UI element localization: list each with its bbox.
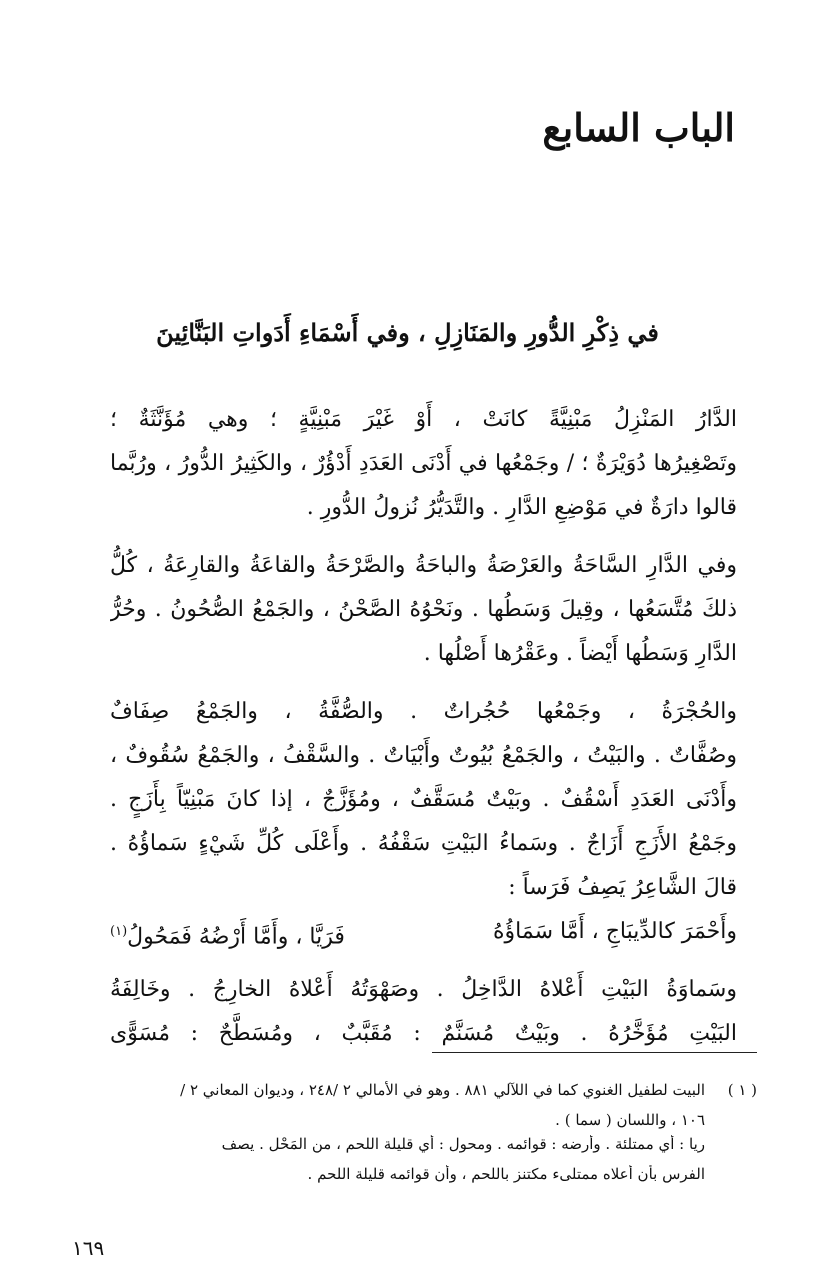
paragraph-2	[110, 544, 737, 676]
text-line: وأَدْنَى العَدَدِ أَسْقُفٌ . وبَيْتٌ مُسَقَّفٌ ، ومُؤَزَّجٌ ، إذا كانَ مَبْنِيّاً بِأَزَجٍ .	[110, 787, 737, 812]
text-line: ذلكَ مُتَّسَعُها ، وقِيلَ وَسَطُها . ونَحْوُهُ الصَّحْنُ ، والجَمْعُ الصُّحُونُ . وحُرُّ	[110, 597, 737, 622]
paragraph-3	[110, 690, 737, 910]
text-line: الدَّارُ المَنْزِلُ مَبْنِيَّةً كانَتْ ، أَوْ غَيْرَ مَبْنِيَّةٍ ؛ وهي مُؤَنَّثَةٌ ؛	[110, 407, 737, 432]
text-line: قالَ الشَّاعِرُ يَصِفُ فَرَساً :	[508, 875, 737, 900]
chapter-title: الباب السابع	[542, 105, 735, 150]
footnote-text	[50, 1075, 705, 1135]
verse-first-hemistich: وأَحْمَرَ كالدِّيبَاجِ ، أَمَّا سَمَاؤُهُ	[493, 919, 737, 944]
body-text	[110, 398, 737, 1070]
text-line: البَيْتِ مُؤَخَّرُهُ . وبَيْتٌ مُسَنَّمٌ : مُقَبَّبٌ ، ومُسَطَّحٌ : مُسَوًّى	[110, 1021, 737, 1046]
poetry-verse	[110, 910, 737, 954]
footnote-divider	[432, 1052, 757, 1053]
footnote-line: الفرس بأن أعلاه ممتلىء مكتنز باللحم ، وأن قوائمه قليلة اللحم .	[307, 1165, 705, 1183]
footnote-marker: (١)	[110, 924, 128, 939]
text-line: وجَمْعُ الأَزَجِ أَزَاجٌ . وسَماءُ البَيْتِ سَقْفُهُ . وأَعْلَى كُلِّ شَيْءٍ سَماؤُهُ .	[110, 831, 737, 856]
footnote-number: ( ١ )	[727, 1081, 757, 1099]
text-line: وصُفَّاتٌ . والبَيْتُ ، والجَمْعُ بُيُوتٌ وأَبْيَاتٌ . والسَّقْفُ ، والجَمْعُ سُقُوفٌ ،	[110, 743, 737, 768]
section-heading: في ذِكْرِ الدُّورِ والمَنَازِلِ ، وفي أَسْمَاءِ أَدَواتِ البَنَّائِينَ	[156, 318, 659, 347]
text-line: وفي الدَّارِ السَّاحَةُ والعَرْصَةُ والباحَةُ والصَّرْحَةُ والقاعَةُ والقارِعَةُ ، كُلُّ	[110, 553, 737, 578]
footnote-line: ريا : أي ممتلئة . وأرضه : قوائمه . ومحول : أي قليلة اللحم ، من المَحْل . يصف	[221, 1135, 705, 1153]
footnote-line: ١٠٦ ، واللسان ( سما ) .	[555, 1111, 705, 1129]
text-line: الدَّارِ وَسَطُها أَيْضاً . وعَقْرُها أَصْلُها .	[423, 641, 737, 666]
verse-second-hemistich: فَرَيَّا ، وأَمَّا أَرْضُهُ فَمَحُولُ$^{(١)}$	[110, 924, 345, 950]
text-line: وتَصْغِيرُها دُوَيْرَةٌ ؛ / وجَمْعُها في أَدْنَى العَدَدِ أَدْؤُرٌ ، والكَثِيرُ الدُّورُ ، ورُبَّما	[110, 451, 737, 476]
footnote-1	[50, 1075, 757, 1135]
text-line: والحُجْرَةُ ، وجَمْعُها حُجُراتٌ . والصُّفَّةُ ، والجَمْعُ صِفَافٌ	[110, 699, 737, 724]
text-line: قالوا دارَةٌ في مَوْضِعِ الدَّارِ . والتَّدَيُّرُ نُزولُ الدُّورِ .	[306, 495, 737, 520]
page-number: ١٦٩	[72, 1236, 105, 1260]
text-line: وسَماوَةُ البَيْتِ أَعْلاهُ الدَّاخِلُ . وصَهْوَتُهُ أَعْلاهُ الخارِجُ . وخَالِفَةُ	[110, 977, 737, 1002]
paragraph-1	[110, 398, 737, 530]
footnote-line: البيت لطفيل الغنوي كما في اللآلي ٨٨١ . وهو في الأمالي ٢ /٢٤٨ ، وديوان المعاني ٢ /	[180, 1081, 705, 1099]
footnotes	[50, 1075, 757, 1195]
paragraph-4	[110, 968, 737, 1056]
footnote-gloss	[50, 1135, 757, 1195]
